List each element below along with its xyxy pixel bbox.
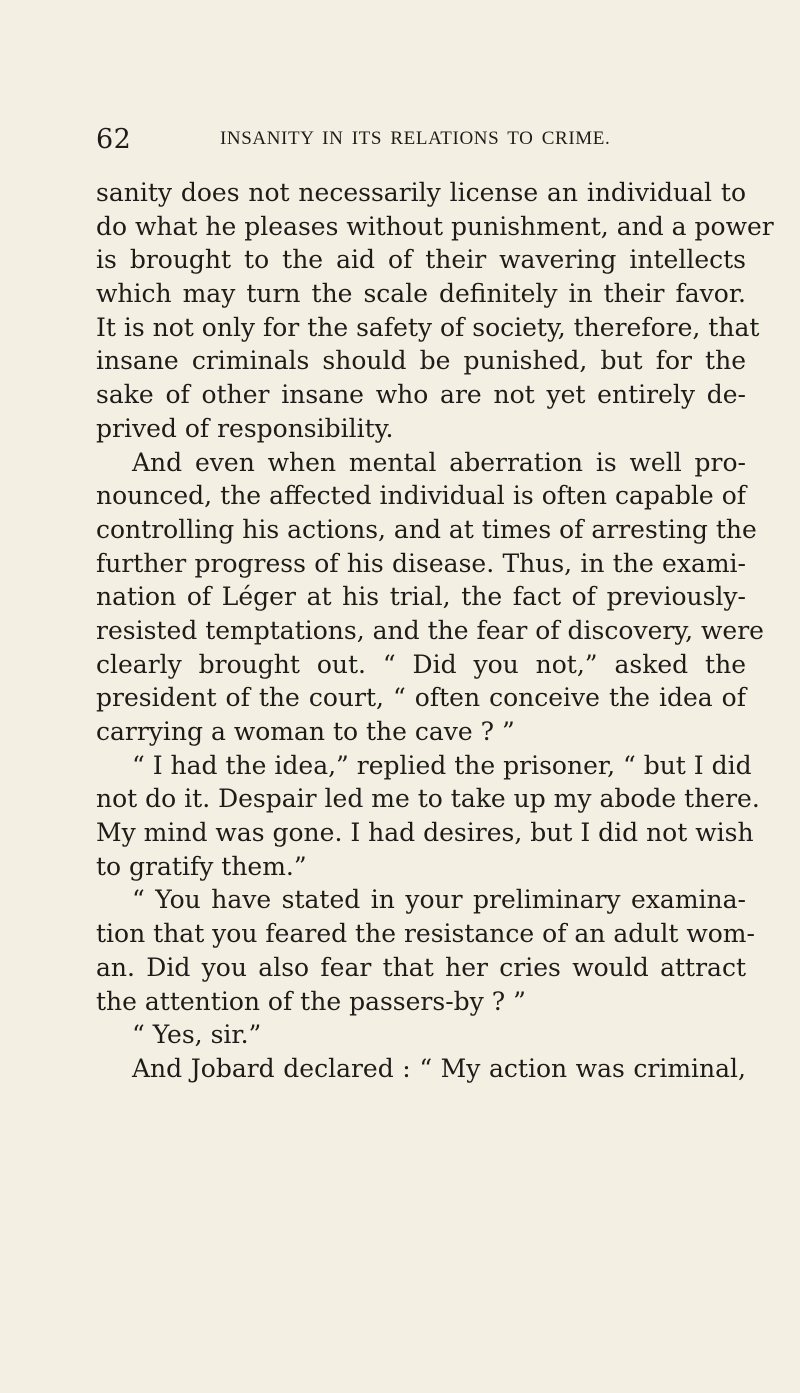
text-line: nounced, the affected individual is often capable of <box>96 481 746 511</box>
text-line: resisted temptations, and the fear of discovery, were <box>96 615 764 645</box>
text-line: insane criminals should be punished, but for the <box>96 346 746 376</box>
text-line: My mind was gone. I had desires, but I did not wish <box>96 818 754 848</box>
text-line: do what he pleases without punishment, and a power <box>96 211 774 241</box>
text-line: clearly brought out. “ Did you not,” asked the <box>96 649 746 679</box>
text-line: further progress of his disease. Thus, in the exami- <box>96 548 746 578</box>
text-line: is brought to the aid of their wavering intellects <box>96 245 746 275</box>
text-line: which may turn the scale definitely in their favor. <box>96 279 746 309</box>
text-line: “ Yes, sir.” <box>132 1020 262 1050</box>
text-line: “ I had the idea,” replied the prisoner, “ but I did <box>132 750 752 780</box>
text-line: nation of Léger at his trial, the fact of previously- <box>96 582 746 612</box>
page-number: 62 <box>96 124 132 155</box>
text-line: And even when mental aberration is well pro- <box>132 447 746 477</box>
text-line: the attention of the passers-by ? ” <box>96 986 526 1016</box>
text-line: “ You have stated in your preliminary examina- <box>132 885 746 915</box>
text-line: to gratify them.” <box>96 851 307 881</box>
text-line: not do it. Despair led me to take up my abode there. <box>96 784 760 814</box>
text-line: tion that you feared the resistance of an adult wom- <box>96 919 755 949</box>
text-line: prived of responsibility. <box>96 413 394 443</box>
text-line: carrying a woman to the cave ? ” <box>96 717 515 746</box>
running-head <box>96 112 756 155</box>
text-line: It is not only for the safety of society, therefore, that <box>96 312 760 342</box>
text-line: And Jobard declared : “ My action was criminal, <box>132 1053 746 1083</box>
text-line: sake of other insane who are not yet entirely de- <box>96 380 746 410</box>
text-line: controlling his actions, and at times of arresting the <box>96 514 757 544</box>
text-line: president of the court, “ often conceive the idea of <box>96 683 746 713</box>
running-title: INSANITY IN ITS RELATIONS TO CRIME. <box>220 128 611 149</box>
text-line: an. Did you also fear that her cries would attract <box>96 952 746 982</box>
body-text <box>96 176 774 1086</box>
text-line: sanity does not necessarily license an individual to <box>96 178 746 207</box>
